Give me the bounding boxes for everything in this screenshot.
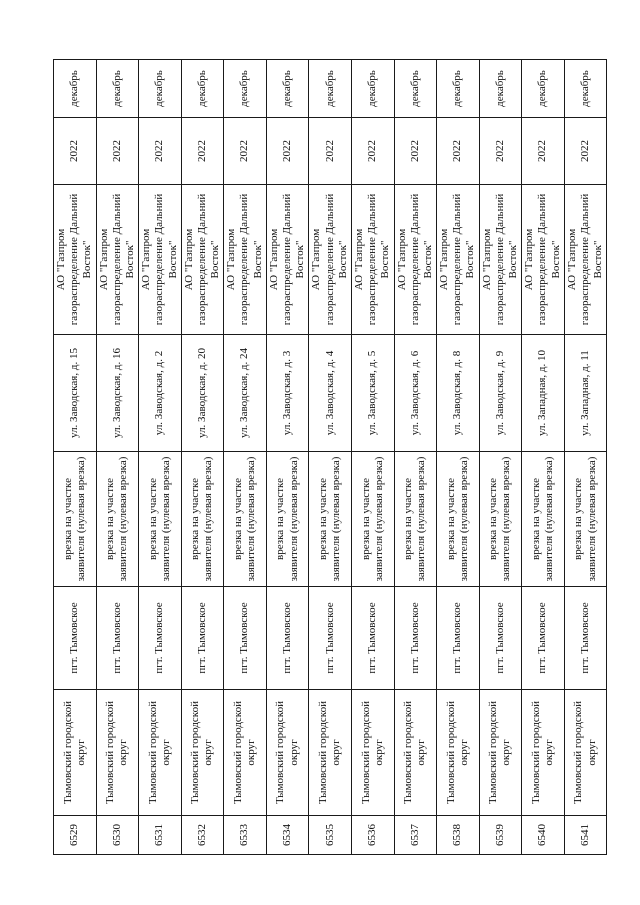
address-cell: ул. Заводская, д. 6 xyxy=(394,335,437,452)
row-number: 6533 xyxy=(224,816,267,855)
organization-cell: АО "Газпром газораспределение Дальний Восток" xyxy=(139,185,182,335)
year-cell: 2022 xyxy=(266,118,309,185)
year-cell: 2022 xyxy=(54,118,97,185)
district-cell: Тымовский городской округ xyxy=(522,690,565,816)
row-number: 6529 xyxy=(54,816,97,855)
organization-cell: АО "Газпром газораспределение Дальний Восток" xyxy=(394,185,437,335)
settlement-cell: пгт. Тымовское xyxy=(351,587,394,690)
connection-type-cell: врезка на участке заявителя (нулевая врезка) xyxy=(479,452,522,587)
connection-type-cell: врезка на участке заявителя (нулевая врезка) xyxy=(351,452,394,587)
address-cell: ул. Заводская, д. 8 xyxy=(437,335,480,452)
table-row xyxy=(181,60,224,855)
district-cell: Тымовский городской округ xyxy=(224,690,267,816)
district-cell: Тымовский городской округ xyxy=(54,690,97,816)
connection-type-cell: врезка на участке заявителя (нулевая врезка) xyxy=(96,452,139,587)
settlement-cell: пгт. Тымовское xyxy=(139,587,182,690)
organization-cell: АО "Газпром газораспределение Дальний Восток" xyxy=(266,185,309,335)
year-cell: 2022 xyxy=(522,118,565,185)
address-cell: ул. Западная, д. 10 xyxy=(522,335,565,452)
organization-cell: АО "Газпром газораспределение Дальний Восток" xyxy=(54,185,97,335)
district-cell: Тымовский городской округ xyxy=(394,690,437,816)
connection-type-cell: врезка на участке заявителя (нулевая врезка) xyxy=(139,452,182,587)
table-row xyxy=(54,60,97,855)
address-cell: ул. Заводская, д. 20 xyxy=(181,335,224,452)
organization-cell: АО "Газпром газораспределение Дальний Восток" xyxy=(181,185,224,335)
address-cell: ул. Заводская, д. 16 xyxy=(96,335,139,452)
table-row xyxy=(351,60,394,855)
district-cell: Тымовский городской округ xyxy=(96,690,139,816)
district-cell: Тымовский городской округ xyxy=(266,690,309,816)
year-cell: 2022 xyxy=(394,118,437,185)
month-cell: декабрь xyxy=(224,60,267,118)
table-row xyxy=(139,60,182,855)
month-cell: декабрь xyxy=(139,60,182,118)
table-row xyxy=(309,60,352,855)
month-cell: декабрь xyxy=(564,60,607,118)
row-number: 6540 xyxy=(522,816,565,855)
table-row xyxy=(394,60,437,855)
month-cell: декабрь xyxy=(394,60,437,118)
row-number: 6534 xyxy=(266,816,309,855)
year-cell: 2022 xyxy=(351,118,394,185)
month-cell: декабрь xyxy=(96,60,139,118)
year-cell: 2022 xyxy=(564,118,607,185)
connection-type-cell: врезка на участке заявителя (нулевая врезка) xyxy=(224,452,267,587)
table-row xyxy=(564,60,607,855)
table-row xyxy=(266,60,309,855)
district-cell: Тымовский городской округ xyxy=(437,690,480,816)
district-cell: Тымовский городской округ xyxy=(139,690,182,816)
month-cell: декабрь xyxy=(309,60,352,118)
address-cell: ул. Заводская, д. 24 xyxy=(224,335,267,452)
connection-type-cell: врезка на участке заявителя (нулевая врезка) xyxy=(309,452,352,587)
settlement-cell: пгт. Тымовское xyxy=(522,587,565,690)
connection-type-cell: врезка на участке заявителя (нулевая врезка) xyxy=(564,452,607,587)
organization-cell: АО "Газпром газораспределение Дальний Восток" xyxy=(437,185,480,335)
year-cell: 2022 xyxy=(479,118,522,185)
settlement-cell: пгт. Тымовское xyxy=(564,587,607,690)
row-number: 6541 xyxy=(564,816,607,855)
month-cell: декабрь xyxy=(522,60,565,118)
settlement-cell: пгт. Тымовское xyxy=(54,587,97,690)
month-cell: декабрь xyxy=(54,60,97,118)
row-number: 6537 xyxy=(394,816,437,855)
connection-type-cell: врезка на участке заявителя (нулевая врезка) xyxy=(437,452,480,587)
row-number: 6539 xyxy=(479,816,522,855)
table-row xyxy=(96,60,139,855)
address-cell: ул. Заводская, д. 4 xyxy=(309,335,352,452)
settlement-cell: пгт. Тымовское xyxy=(479,587,522,690)
district-cell: Тымовский городской округ xyxy=(479,690,522,816)
year-cell: 2022 xyxy=(139,118,182,185)
settlement-cell: пгт. Тымовское xyxy=(181,587,224,690)
month-cell: декабрь xyxy=(479,60,522,118)
settlement-cell: пгт. Тымовское xyxy=(437,587,480,690)
month-cell: декабрь xyxy=(351,60,394,118)
row-number: 6531 xyxy=(139,816,182,855)
district-cell: Тымовский городской округ xyxy=(351,690,394,816)
document-page xyxy=(53,60,605,855)
connection-type-cell: врезка на участке заявителя (нулевая врезка) xyxy=(54,452,97,587)
month-cell: декабрь xyxy=(437,60,480,118)
table-row xyxy=(437,60,480,855)
connection-type-cell: врезка на участке заявителя (нулевая врезка) xyxy=(394,452,437,587)
table-row xyxy=(224,60,267,855)
address-cell: ул. Западная, д. 11 xyxy=(564,335,607,452)
row-number: 6535 xyxy=(309,816,352,855)
address-cell: ул. Заводская, д. 5 xyxy=(351,335,394,452)
settlement-cell: пгт. Тымовское xyxy=(309,587,352,690)
address-cell: ул. Заводская, д. 9 xyxy=(479,335,522,452)
district-cell: Тымовский городской округ xyxy=(564,690,607,816)
settlement-cell: пгт. Тымовское xyxy=(224,587,267,690)
rotated-table-frame xyxy=(53,60,605,855)
district-cell: Тымовский городской округ xyxy=(181,690,224,816)
month-cell: декабрь xyxy=(266,60,309,118)
organization-cell: АО "Газпром газораспределение Дальний Восток" xyxy=(309,185,352,335)
address-cell: ул. Заводская, д. 15 xyxy=(54,335,97,452)
year-cell: 2022 xyxy=(224,118,267,185)
row-number: 6536 xyxy=(351,816,394,855)
table-body xyxy=(54,60,607,855)
table-row xyxy=(479,60,522,855)
table-row xyxy=(522,60,565,855)
address-cell: ул. Заводская, д. 3 xyxy=(266,335,309,452)
settlement-cell: пгт. Тымовское xyxy=(394,587,437,690)
organization-cell: АО "Газпром газораспределение Дальний Восток" xyxy=(564,185,607,335)
district-cell: Тымовский городской округ xyxy=(309,690,352,816)
organization-cell: АО "Газпром газораспределение Дальний Восток" xyxy=(351,185,394,335)
year-cell: 2022 xyxy=(437,118,480,185)
connection-type-cell: врезка на участке заявителя (нулевая врезка) xyxy=(266,452,309,587)
row-number: 6530 xyxy=(96,816,139,855)
organization-cell: АО "Газпром газораспределение Дальний Восток" xyxy=(96,185,139,335)
row-number: 6532 xyxy=(181,816,224,855)
address-cell: ул. Заводская, д. 2 xyxy=(139,335,182,452)
row-number: 6538 xyxy=(437,816,480,855)
settlement-cell: пгт. Тымовское xyxy=(266,587,309,690)
year-cell: 2022 xyxy=(309,118,352,185)
year-cell: 2022 xyxy=(96,118,139,185)
connection-type-cell: врезка на участке заявителя (нулевая врезка) xyxy=(522,452,565,587)
organization-cell: АО "Газпром газораспределение Дальний Восток" xyxy=(224,185,267,335)
month-cell: декабрь xyxy=(181,60,224,118)
year-cell: 2022 xyxy=(181,118,224,185)
gas-connection-table xyxy=(53,59,607,855)
settlement-cell: пгт. Тымовское xyxy=(96,587,139,690)
organization-cell: АО "Газпром газораспределение Дальний Восток" xyxy=(522,185,565,335)
organization-cell: АО "Газпром газораспределение Дальний Восток" xyxy=(479,185,522,335)
connection-type-cell: врезка на участке заявителя (нулевая врезка) xyxy=(181,452,224,587)
